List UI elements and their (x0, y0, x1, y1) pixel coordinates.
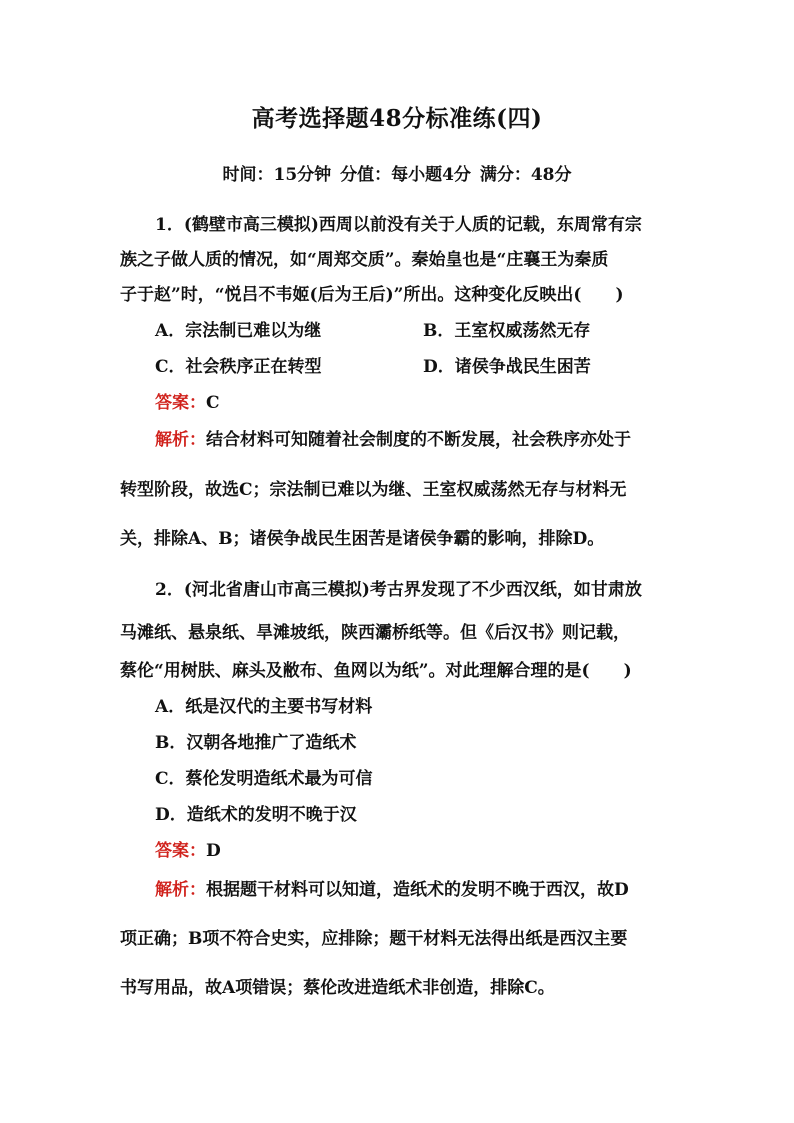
q1-stem-line-1: 1．(鹤壁市高三模拟)西周以前没有关于人质的记载，东周常有宗 (155, 215, 642, 235)
q2-stem-line-1: 2．(河北省唐山市高三模拟)考古界发现了不少西汉纸，如甘肃放 (155, 580, 642, 600)
q2-analysis-line-3: 书写用品，故A项错误；蔡伦改进造纸术非创造，排除C。 (120, 978, 555, 998)
q1-stem-line-2: 族之子做人质的情况，如“周郑交质”。秦始皇也是“庄襄王为秦质 (120, 250, 609, 270)
q2-stem-line-3: 蔡伦“用树肤、麻头及敝布、鱼网以为纸”。对此理解合理的是( ) (120, 661, 632, 681)
q2-option-c: C．蔡伦发明造纸术最为可信 (155, 769, 373, 789)
q2-option-b: B．汉朝各地推广了造纸术 (155, 733, 357, 753)
answer-value: D (206, 841, 221, 861)
q1-answer (155, 391, 220, 415)
q1-option-d: D．诸侯争战民生困苦 (423, 357, 591, 377)
q2-option-a: A．纸是汉代的主要书写材料 (155, 697, 373, 717)
analysis-label: 解析： (155, 880, 206, 900)
q2-option-d: D．造纸术的发明不晚于汉 (155, 805, 357, 825)
analysis-text: 结合材料可知随着社会制度的不断发展，社会秩序亦处于 (206, 430, 631, 450)
q1-analysis-line-1 (155, 428, 631, 452)
analysis-text: 根据题干材料可以知道，造纸术的发明不晚于西汉，故D (206, 880, 629, 900)
q2-stem-line-2: 马滩纸、悬泉纸、旱滩坡纸，陕西灞桥纸等。但《后汉书》则记载， (120, 623, 630, 643)
answer-label: 答案： (155, 841, 206, 861)
answer-value: C (206, 393, 220, 413)
q2-answer (155, 839, 221, 863)
q1-option-b: B．王室权威荡然无存 (423, 321, 591, 341)
q1-analysis-line-2: 转型阶段，故选C；宗法制已难以为继、王室权威荡然无存与材料无 (120, 480, 627, 500)
q2-analysis-line-2: 项正确；B项不符合史实，应排除；题干材料无法得出纸是西汉主要 (120, 929, 628, 949)
q1-option-a: A．宗法制已难以为继 (155, 321, 322, 341)
q2-analysis-line-1 (155, 878, 629, 902)
exam-meta: 时间：15分钟 分值：每小题4分 满分：48分 (222, 165, 572, 185)
analysis-label: 解析： (155, 430, 206, 450)
q1-option-c: C．社会秩序正在转型 (155, 357, 322, 377)
answer-label: 答案： (155, 393, 206, 413)
page-title: 高考选择题48分标准练(四) (251, 105, 543, 132)
q1-analysis-line-3: 关，排除A、B；诸侯争战民生困苦是诸侯争霸的影响，排除D。 (120, 529, 605, 549)
q1-stem-line-3: 子于赵”时，“悦吕不韦姬(后为王后)”所出。这种变化反映出( ) (120, 285, 624, 305)
